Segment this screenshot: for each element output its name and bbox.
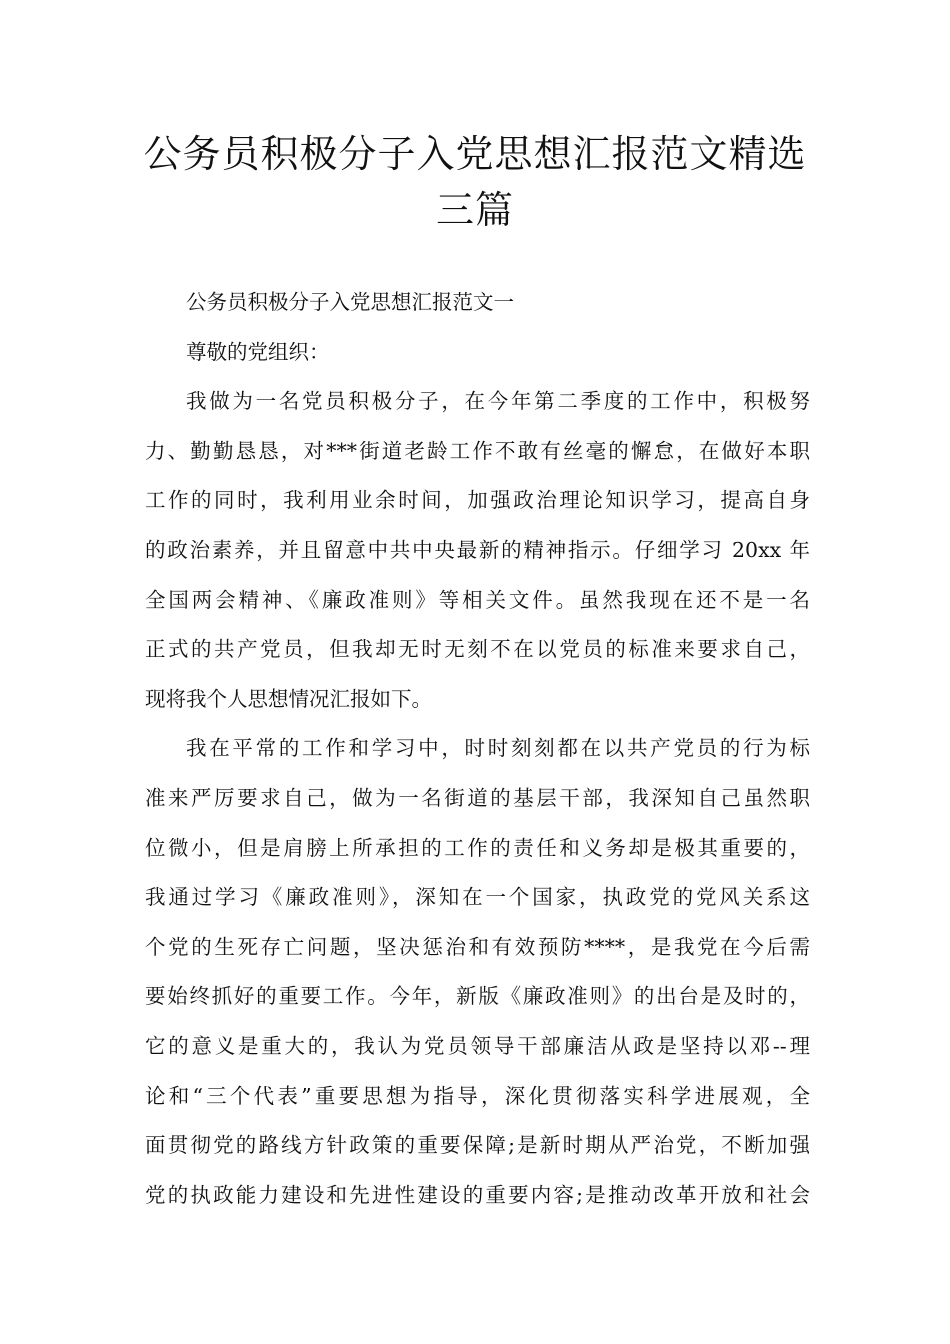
section-subtitle: 公务员积极分子入党思想汇报范文一 (186, 290, 514, 314)
paragraph-2-line: 党的执政能力建设和先进性建设的重要内容;是推动改革开放和社会 (145, 1182, 810, 1207)
paragraph-1-line: 的政治素养，并且留意中共中央最新的精神指示。仔细学习 20xx 年 (145, 537, 810, 562)
paragraph-1-line: 现将我个人思想情况汇报如下。 (145, 686, 432, 711)
paragraph-1 (145, 377, 810, 724)
title-line-1: 公务员积极分子入党思想汇报范文精选 (143, 132, 807, 176)
paragraph-2-line: 面贯彻党的路线方针政策的重要保障;是新时期从严治党，不断加强 (145, 1133, 810, 1158)
paragraph-1-line: 全国两会精神、《廉政准则》等相关文件。虽然我现在还不是一名 (145, 587, 810, 612)
paragraph-2-line: 论和“三个代表”重要思想为指导，深化贯彻落实科学进展观，全 (145, 1083, 810, 1108)
paragraph-2-line: 位微小，但是肩膀上所承担的工作的责任和义务却是极其重要的， (145, 835, 810, 860)
paragraph-2-line: 准来严厉要求自己，做为一名街道的基层干部，我深知自己虽然职 (145, 785, 810, 810)
paragraph-1-line: 工作的同时，我利用业余时间，加强政治理论知识学习，提高自身 (145, 488, 810, 513)
paragraph-2-line: 个党的生死存亡问题，坚决惩治和有效预防****，是我党在今后需 (145, 934, 810, 959)
salutation: 尊敬的党组织： (186, 339, 330, 364)
paragraph-1-line: 正式的共产党员，但我却无时无刻不在以党员的标准来要求自己， (145, 637, 810, 662)
paragraph-2-line: 要始终抓好的重要工作。今年，新版《廉政准则》的出台是及时的， (145, 984, 810, 1009)
paragraph-1-line: 力、勤勤恳恳，对***街道老龄工作不敢有丝毫的懈怠，在做好本职 (145, 438, 810, 463)
document-title (120, 126, 830, 238)
paragraph-2-line: 我通过学习《廉政准则》，深知在一个国家，执政党的党风关系这 (145, 885, 810, 910)
paragraph-1-line: 我做为一名党员积极分子，在今年第二季度的工作中，积极努 (186, 389, 810, 414)
document-body (145, 278, 810, 1220)
paragraph-2 (145, 724, 810, 1220)
paragraph-2-line: 我在平常的工作和学习中，时时刻刻都在以共产党员的行为标 (186, 736, 810, 761)
title-line-2: 三篇 (435, 188, 514, 232)
paragraph-2-line: 它的意义是重大的，我认为党员领导干部廉洁从政是坚持以邓--理 (145, 1033, 810, 1058)
